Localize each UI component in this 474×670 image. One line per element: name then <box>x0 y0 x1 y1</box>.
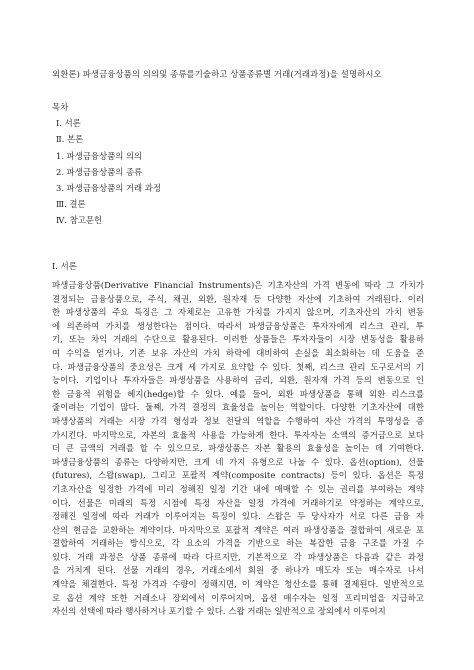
toc-item: 3. 파생금융상품의 거래 과정 <box>56 182 161 193</box>
body-line: 파생금융상품의 종류는 다양하지만, 크게 네 가지 유형으로 나눌 수 있다. 옵션(option), 선물 <box>52 456 424 467</box>
body-line: 정해진 일정에 따라 거래가 이루어지는 특징이 있다. 스왑은 두 당사자가 서로 다른 금융 자 <box>52 511 424 522</box>
body-line: 파생상품의 거래는 시장 가격 형성과 정보 전달의 역할을 수행하여 자산 가격의 투명성을 증 <box>52 415 424 426</box>
body-line: 에 의존하여 가치를 생성한다는 점이다. 따라서 파생금융상품은 투자자에게 리스크 관리, 투 <box>52 320 424 331</box>
body-line: 기, 또는 차익 거래의 수단으로 활용된다. 이러한 상품들은 투자자들이 시장 변동성을 활용하 <box>52 334 424 345</box>
body-line: 이다. 선물은 미래의 특정 시점에 특정 자산을 일정 가격에 거래하기로 약정하는 계약으로, <box>52 497 424 508</box>
body-line: 한 파생상품의 주요 특징은 그 자체로는 고유한 가치를 가지지 않으며, 기초자산의 가치 변동 <box>52 307 424 318</box>
body-line: 능이다. 기업이나 투자자들은 파생상품을 사용하여 금리, 외환, 원자재 가격 등의 변동으로 인 <box>52 375 424 386</box>
table-of-contents <box>52 99 161 229</box>
section-body <box>52 279 424 619</box>
body-line: 계약을 체결한다. 특정 가격과 수량이 정해지면, 이 계약은 청산소를 통해 결제된다. 일반적으로 <box>52 579 424 590</box>
toc-heading: 목차 <box>52 102 69 112</box>
toc-item: Ⅲ. 결론 <box>56 199 86 210</box>
body-line: 자신의 선택에 따라 행사하거나 포기할 수 있다. 스왑 거래는 일반적으로 장외에서 이루어지 <box>52 606 386 617</box>
body-line: 기초자산을 일정한 가격에 미리 정해진 일정 기간 내에 매매할 수 있는 권리를 부여하는 계약 <box>52 483 424 494</box>
body-line: 결합하여 거래하는 방식으로, 각 요소의 가격을 기반으로 하는 복잡한 금융 구조를 가질 수 <box>52 538 424 549</box>
section-heading: Ⅰ. 서론 <box>52 261 77 271</box>
body-line: 가시킨다. 마지막으로, 자본의 효율적 사용을 가능하게 한다. 투자자는 소액의 증거금으로 보다 <box>52 429 424 440</box>
document-title: 외환론) 파생금융상품의 의의및 종류를기술하고 상품종류별 거래(거래과정)을 설명하시오 <box>52 69 382 79</box>
body-line: 줄이려는 기업이 많다. 둘째, 가격 결정의 효율성을 높이는 역할이다. 다양한 기초자산에 대한 <box>52 402 424 413</box>
body-line: 더 큰 금액의 거래를 할 수 있으므로, 파생상품은 자본 활용의 효율성을 높이는 데 기여한다. <box>52 443 424 454</box>
toc-item: Ⅳ. 참고문헌 <box>56 215 103 226</box>
toc-item: 1. 파생금융상품의 의의 <box>56 150 143 161</box>
body-line: 여 수익을 얻거나, 기존 보유 자산의 가치 하락에 대비하여 손실을 최소화하는 데 도움을 준 <box>52 347 424 358</box>
body-line: 있다. 거래 과정은 상품 종류에 따라 다르지만, 기본적으로 각 파생상품은 다음과 같은 과정 <box>52 551 424 562</box>
body-line: 파생금융상품(Derivative Financial Instruments)은 기초자산의 가격 변동에 따라 그 가치가 <box>52 280 424 290</box>
body-line: 산의 현금을 교환하는 계약이다. 마지막으로 포괄적 계약은 여러 파생상품을 결합하여 새로운 포 <box>52 524 424 535</box>
toc-item: Ⅱ. 본론 <box>56 134 84 145</box>
toc-item: 2. 파생금융상품의 종류 <box>56 166 143 177</box>
body-line: 로 옵션 계약 또한 거래소나 장외에서 이루어지며, 옵션 매수자는 일정 프리미엄을 지급하고 <box>52 592 424 603</box>
toc-item: Ⅰ. 서론 <box>56 118 81 129</box>
body-line: (futures), 스왑(swap), 그리고 포괄적 계약(composite contracts) 등이 있다. 옵션은 특정 <box>52 470 424 481</box>
body-line: 을 거치게 된다. 선물 거래의 경우, 거래소에서 회원 중 하나가 매도자 또는 매수자로 나서 <box>52 565 424 576</box>
body-line: 결정되는 금융상품으로, 주식, 채권, 외환, 원자재 등 다양한 자산에 기초하여 거래된다. 이러 <box>52 293 424 304</box>
body-line: 한 금융적 위험을 헤지(hedge)할 수 있다. 예를 들어, 외환 파생상품을 통해 외환 리스크를 <box>52 388 424 399</box>
body-line: 다. 파생금융상품의 중요성은 크게 세 가지로 요약할 수 있다. 첫째, 리스크 관리 도구로서의 기 <box>52 361 424 372</box>
